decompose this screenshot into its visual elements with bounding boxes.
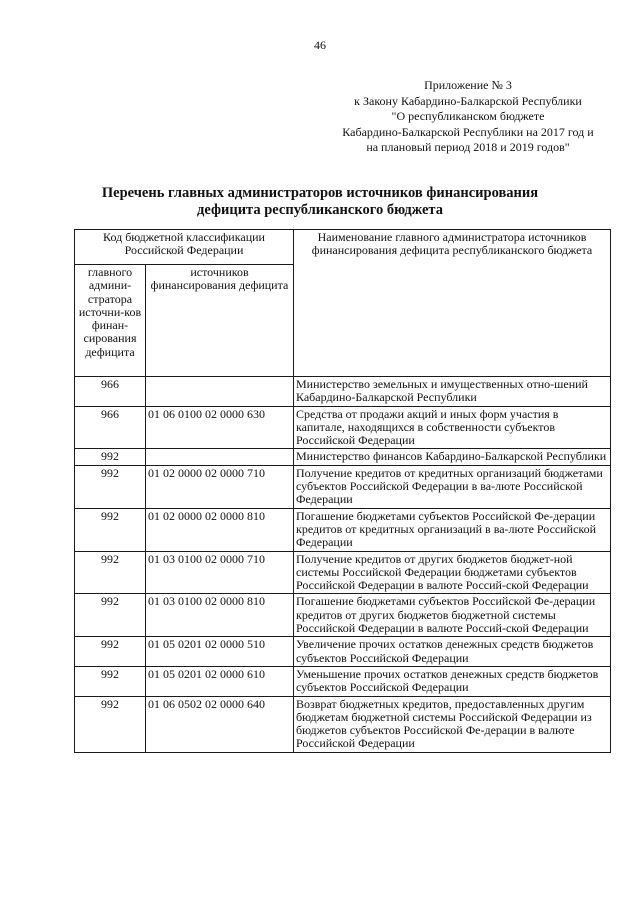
table-row: [75, 637, 611, 667]
header-admin-code: главного админи-стратора источни-ков финан-сирования дефицита: [75, 265, 146, 377]
source-code-cell: [146, 449, 294, 465]
admin-code-cell: 992: [75, 508, 146, 551]
source-code-cell: 01 05 0201 02 0000 510: [146, 637, 294, 667]
appendix-line: Приложение № 3: [424, 78, 512, 92]
source-code-cell: 01 06 0100 02 0000 630: [146, 406, 294, 449]
table-row: [75, 449, 611, 465]
table-row: [75, 666, 611, 696]
document-title: [80, 185, 560, 219]
name-cell: Получение кредитов от кредитных организаций бюджетами субъектов Российской Федерации в ва-люте Российской Федерации: [294, 465, 611, 508]
admin-code-cell: 992: [75, 696, 146, 752]
admin-code-cell: 966: [75, 406, 146, 449]
title-line: Перечень главных администраторов источников финансирования: [101, 185, 539, 201]
admin-code-cell: 966: [75, 377, 146, 407]
page-number: 46: [314, 38, 326, 52]
name-cell: Министерство земельных и имущественных отно-шений Кабардино-Балкарской Республики: [294, 377, 611, 407]
name-cell: Получение кредитов от других бюджетов бюджет-ной системы Российской Федерации бюджетами субъектов Российской Федерации в валюте Россий-ской Федерации: [294, 551, 611, 594]
table-row: [75, 465, 611, 508]
administrators-table: [74, 229, 611, 753]
table-row: [75, 551, 611, 594]
source-code-cell: 01 05 0201 02 0000 610: [146, 666, 294, 696]
source-code-cell: 01 06 0502 02 0000 640: [146, 696, 294, 752]
source-code-cell: 01 02 0000 02 0000 810: [146, 508, 294, 551]
admin-code-cell: 992: [75, 637, 146, 667]
admin-code-cell: 992: [75, 594, 146, 637]
name-cell: Возврат бюджетных кредитов, предоставленных другим бюджетам бюджетной системы Российской Федерации из бюджетов субъектов Российской Фе-дерации в валюте Российской Федерации: [294, 696, 611, 752]
header-administrator-name: Наименование главного администратора источников финансирования дефицита республиканского бюджета: [294, 230, 611, 377]
table-row: [75, 594, 611, 637]
admin-code-cell: 992: [75, 465, 146, 508]
appendix-line: Кабардино-Балкарской Республики на 2017 год и: [342, 124, 594, 139]
name-cell: Уменьшение прочих остатков денежных средств бюджетов субъектов Российской Федерации: [294, 666, 611, 696]
table-row: [75, 696, 611, 752]
admin-code-cell: 992: [75, 666, 146, 696]
header-budget-classification: Код бюджетной классификации Российской Федерации: [75, 230, 294, 265]
appendix-block: [330, 78, 606, 156]
table-row: [75, 406, 611, 449]
table-row: [75, 508, 611, 551]
name-cell: Погашение бюджетами субъектов Российской Фе-дерации кредитов от кредитных организаций в ва-люте Российской Федерации: [294, 508, 611, 551]
name-cell: Увеличение прочих остатков денежных средств бюджетов субъектов Российской Федерации: [294, 637, 611, 667]
source-code-cell: 01 02 0000 02 0000 710: [146, 465, 294, 508]
source-code-cell: [146, 377, 294, 407]
admin-code-cell: 992: [75, 551, 146, 594]
source-code-cell: 01 03 0100 02 0000 710: [146, 551, 294, 594]
header-source-code: источников финансирования дефицита: [146, 265, 294, 377]
appendix-line: на плановый период 2018 и 2019 годов": [366, 140, 570, 154]
table-row: [75, 377, 611, 407]
appendix-line: к Закону Кабардино-Балкарской Республики: [354, 93, 582, 108]
name-cell: Средства от продажи акций и иных форм участия в капитале, находящихся в собственности субъектов Российской Федерации: [294, 406, 611, 449]
source-code-cell: 01 03 0100 02 0000 810: [146, 594, 294, 637]
name-cell: Министерство финансов Кабардино-Балкарской Республики: [294, 449, 611, 465]
appendix-line: "О республиканском бюджете: [391, 109, 545, 123]
title-line: дефицита республиканского бюджета: [197, 202, 443, 218]
name-cell: Погашение бюджетами субъектов Российской Фе-дерации кредитов от других бюджетов бюджетной системы Российской Федерации в валюте Россий-ской Федерации: [294, 594, 611, 637]
admin-code-cell: 992: [75, 449, 146, 465]
